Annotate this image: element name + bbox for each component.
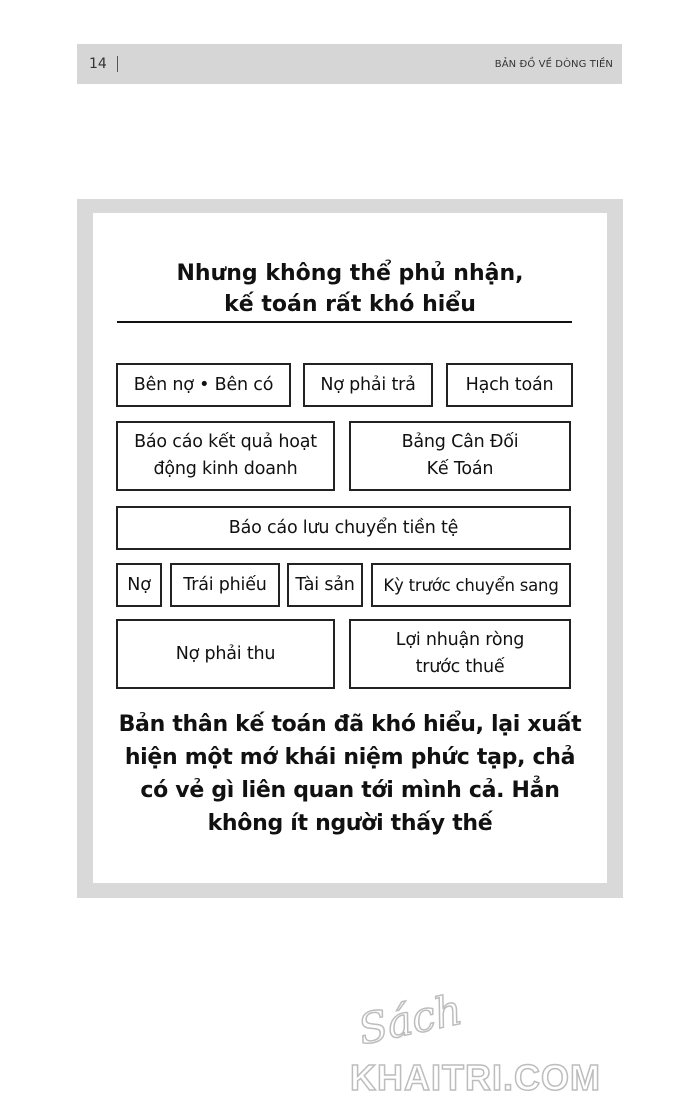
term-payables [303,363,433,407]
figure-caption [93,708,607,840]
term-receivables [116,619,335,689]
watermark-brand: KHAITRI.COM [350,1057,601,1098]
term-debt [116,563,162,607]
term-label-line2: trước thuế [415,657,505,677]
panel-title-line1: Nhưng không thể phủ nhận, [176,261,524,286]
watermark-script: Sách [354,984,467,1055]
panel-title [93,258,607,320]
term-income-statement [116,421,335,491]
page-number: 14 [89,56,107,72]
panel-title-line2: kế toán rất khó hiểu [224,292,476,317]
term-assets [287,563,363,607]
term-label: Nợ phải trả [320,374,416,395]
caption-line: có vẻ gì liên quan tới mình cả. Hẳn [140,778,560,803]
caption-line: không ít người thấy thế [207,811,493,836]
term-profit-before-tax [349,619,571,689]
term-balance-sheet [349,421,571,491]
term-label-line1: Báo cáo kết quả hoạt [134,432,317,452]
running-header [77,44,622,84]
term-cash-flow-statement [116,506,571,550]
figure-panel-inner [93,213,607,883]
term-label-line1: Lợi nhuận ròng [395,630,525,650]
term-label: Nợ [127,574,151,595]
watermark-logo [350,984,690,1105]
caption-line: hiện một mớ khái niệm phức tạp, chả [124,745,576,770]
caption-line: Bản thân kế toán đã khó hiểu, lại xuất [118,712,582,737]
term-label-line1: Bảng Cân Đối [401,432,519,452]
term-label-line2: động kinh doanh [153,459,298,479]
term-label-line2: Kế Toán [426,459,494,479]
term-label: Tài sản [295,574,355,595]
header-divider [117,56,118,72]
term-label: Hạch toán [465,374,554,395]
term-debit-credit [116,363,291,407]
term-label: Trái phiếu [183,574,267,595]
term-label: Nợ phải thu [175,643,276,664]
figure-panel [77,199,623,898]
term-label: Bên nợ • Bên có [133,374,274,395]
term-bonds [170,563,280,607]
term-carried-forward [371,563,571,607]
title-rule [117,321,572,323]
header-left [89,56,118,72]
term-label: Báo cáo lưu chuyển tiền tệ [228,517,459,538]
term-label: Kỳ trước chuyển sang [383,575,559,595]
term-accounting-entry [446,363,573,407]
running-title: BẢN ĐỒ VỀ DÒNG TIỀN [494,58,613,70]
